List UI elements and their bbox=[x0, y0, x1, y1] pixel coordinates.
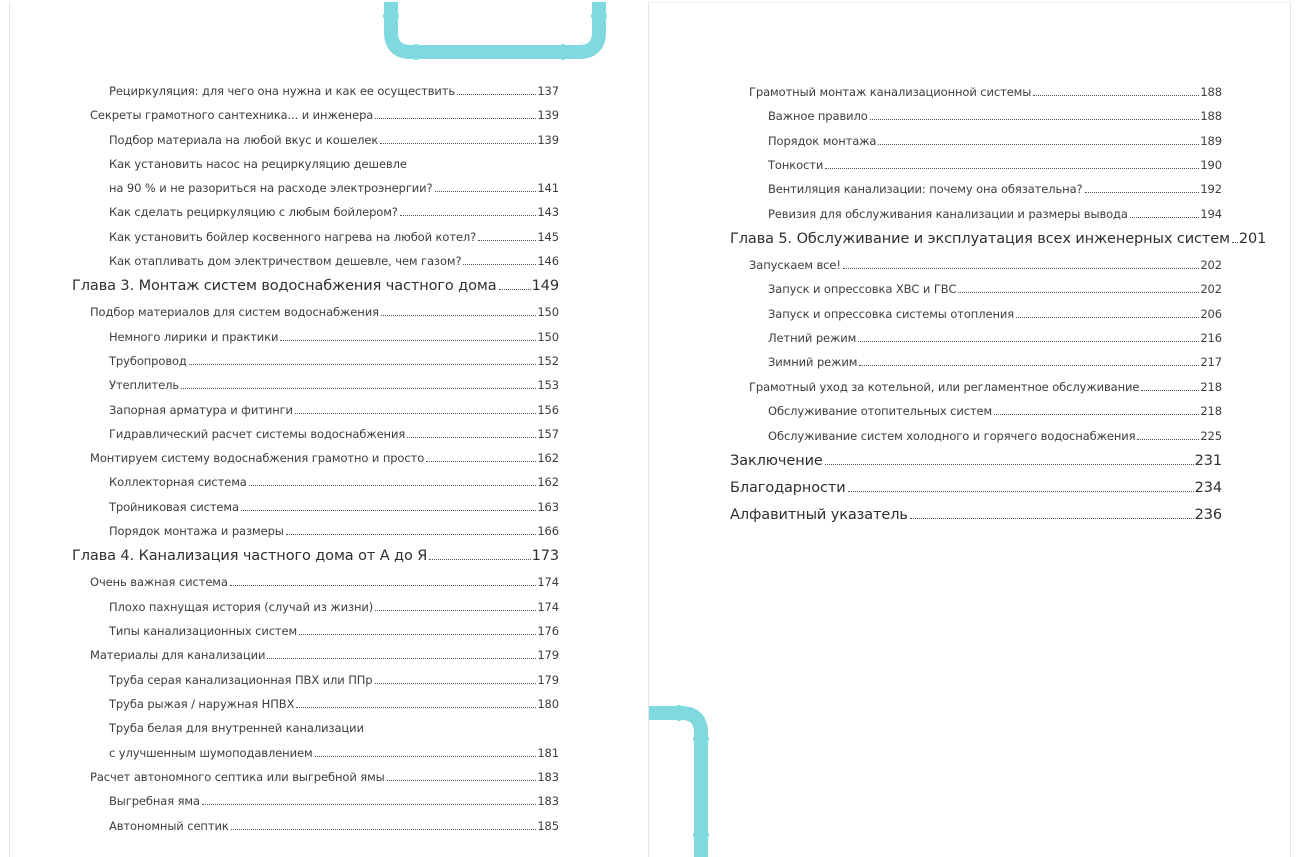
toc-entry bbox=[109, 427, 559, 441]
dot-leader bbox=[1085, 192, 1200, 193]
top-pipe-decoration bbox=[10, 2, 649, 82]
dot-leader bbox=[231, 829, 537, 830]
dot-leader bbox=[249, 485, 537, 486]
dot-leader bbox=[429, 559, 530, 560]
dot-leader bbox=[295, 413, 536, 414]
toc-entry-page-number: 183 bbox=[537, 794, 559, 808]
toc-entry-page-number: 190 bbox=[1200, 158, 1222, 172]
toc-entry-title: Зимний режим bbox=[768, 355, 858, 369]
toc-entry-title: Грамотный уход за котельной, или регламентное обслуживание bbox=[749, 380, 1140, 394]
toc-entry bbox=[768, 355, 1222, 369]
toc-entry-title: Очень важная система bbox=[90, 575, 228, 589]
toc-entry-title: Заключение bbox=[730, 453, 823, 469]
dot-leader bbox=[825, 168, 1199, 169]
dot-leader bbox=[387, 780, 537, 781]
toc-entry-title: Как сделать рециркуляцию с любым бойлером? bbox=[109, 205, 398, 219]
toc-entry-page-number: 162 bbox=[537, 475, 559, 489]
toc-entry-page-number: 137 bbox=[537, 84, 559, 98]
toc-entry-page-number: 183 bbox=[537, 770, 559, 784]
toc-entry-page-number: 149 bbox=[531, 278, 559, 294]
toc-entry bbox=[109, 157, 407, 171]
toc-entry-title: Важное правило bbox=[768, 109, 868, 123]
toc-entry bbox=[730, 453, 1222, 469]
toc-entry-title: Выгребная яма bbox=[109, 794, 200, 808]
toc-entry-page-number: 152 bbox=[537, 354, 559, 368]
toc-entry bbox=[768, 282, 1222, 296]
toc-entry bbox=[90, 770, 559, 784]
toc-entry bbox=[72, 278, 559, 294]
dot-leader bbox=[381, 315, 536, 316]
toc-entry-title: Ревизия для обслуживания канализации и размеры вывода bbox=[768, 207, 1128, 221]
toc-entry bbox=[109, 721, 364, 735]
toc-entry bbox=[749, 258, 1222, 272]
toc-entry-page-number: 202 bbox=[1200, 282, 1222, 296]
toc-entry-title: Тонкости bbox=[768, 158, 824, 172]
toc-entry-title: Глава 3. Монтаж систем водоснабжения частного дома bbox=[72, 278, 497, 294]
dot-leader bbox=[189, 364, 537, 365]
toc-entry bbox=[109, 500, 559, 514]
toc-entry-title: Как установить бойлер косвенного нагрева на любой котел? bbox=[109, 230, 477, 244]
toc-entry-page-number: 150 bbox=[537, 305, 559, 319]
dot-leader bbox=[1033, 95, 1199, 96]
toc-entry-title: Труба белая для внутренней канализации bbox=[109, 721, 364, 735]
toc-entry-title: Запускаем все! bbox=[749, 258, 841, 272]
dot-leader bbox=[825, 464, 1194, 465]
toc-entry-page-number: 179 bbox=[537, 648, 559, 662]
toc-entry bbox=[109, 230, 559, 244]
dot-leader bbox=[241, 510, 536, 511]
dot-leader bbox=[958, 292, 1199, 293]
toc-entry-page-number: 139 bbox=[537, 108, 559, 122]
toc-entry-page-number: 192 bbox=[1200, 182, 1222, 196]
toc-entry bbox=[768, 182, 1222, 196]
bottom-pipe-decoration bbox=[649, 693, 729, 857]
dot-leader bbox=[843, 268, 1199, 269]
toc-entry bbox=[109, 330, 559, 344]
toc-entry bbox=[109, 378, 559, 392]
toc-entry-title: Плохо пахнущая история (случай из жизни) bbox=[109, 600, 374, 614]
toc-entry-title: Материалы для канализации bbox=[90, 648, 266, 662]
dot-leader bbox=[858, 341, 1199, 342]
dot-leader bbox=[296, 707, 536, 708]
toc-entry-title: Как установить насос на рециркуляцию дешевле bbox=[109, 157, 407, 171]
toc-entry-title: Порядок монтажа и размеры bbox=[109, 524, 284, 538]
dot-leader bbox=[457, 94, 536, 95]
dot-leader bbox=[435, 191, 537, 192]
toc-entry-page-number: 139 bbox=[537, 133, 559, 147]
toc-entry bbox=[768, 109, 1222, 123]
toc-entry bbox=[768, 134, 1222, 148]
toc-entry-title: Запуск и опрессовка ХВС и ГВС bbox=[768, 282, 957, 296]
toc-entry-title: Труба серая канализационная ПВХ или ППр bbox=[109, 673, 373, 687]
toc-entry bbox=[730, 231, 1267, 247]
toc-entry-page-number: 194 bbox=[1200, 207, 1222, 221]
toc-entry bbox=[109, 624, 559, 638]
toc-entry-page-number: 236 bbox=[1194, 507, 1222, 523]
toc-entry-page-number: 145 bbox=[537, 230, 559, 244]
toc-entry bbox=[90, 305, 559, 319]
toc-entry-title: Типы канализационных систем bbox=[109, 624, 298, 638]
toc-entry-title: Рециркуляция: для чего она нужна и как ее осуществить bbox=[109, 84, 456, 98]
toc-entry-title: Секреты грамотного сантехника... и инженера bbox=[90, 108, 374, 122]
toc-entry bbox=[90, 648, 559, 662]
dot-leader bbox=[202, 804, 536, 805]
toc-entry bbox=[109, 524, 559, 538]
toc-entry bbox=[109, 746, 559, 760]
dot-leader bbox=[315, 756, 537, 757]
toc-entry-title: Запуск и опрессовка системы отопления bbox=[768, 307, 1015, 321]
toc-entry-title: с улучшенным шумоподавлением bbox=[109, 746, 313, 760]
toc-entry bbox=[90, 451, 559, 465]
dot-leader bbox=[848, 491, 1194, 492]
toc-entry-page-number: 163 bbox=[537, 500, 559, 514]
toc-entry bbox=[768, 307, 1222, 321]
toc-entry-title: Подбор материала на любой вкус и кошелек bbox=[109, 133, 379, 147]
toc-entry bbox=[90, 108, 559, 122]
toc-entry-page-number: 157 bbox=[537, 427, 559, 441]
toc-entry-page-number: 188 bbox=[1200, 109, 1222, 123]
toc-entry-title: Немного лирики и практики bbox=[109, 330, 279, 344]
toc-entry-page-number: 217 bbox=[1200, 355, 1222, 369]
toc-entry-page-number: 181 bbox=[537, 746, 559, 760]
dot-leader bbox=[181, 388, 536, 389]
toc-entry bbox=[90, 575, 559, 589]
toc-entry-page-number: 176 bbox=[537, 624, 559, 638]
toc-entry-page-number: 189 bbox=[1200, 134, 1222, 148]
dot-leader bbox=[267, 658, 536, 659]
toc-entry-page-number: 180 bbox=[537, 697, 559, 711]
dot-leader bbox=[994, 414, 1199, 415]
toc-entry bbox=[768, 331, 1222, 345]
toc-entry-title: Коллекторная система bbox=[109, 475, 247, 489]
toc-entry-title: Расчет автономного септика или выгребной ямы bbox=[90, 770, 385, 784]
toc-entry-title: Гидравлический расчет системы водоснабжения bbox=[109, 427, 406, 441]
toc-entry-page-number: 141 bbox=[537, 181, 559, 195]
toc-entry-title: Трубопровод bbox=[109, 354, 187, 368]
toc-entry-title: Грамотный монтаж канализационной системы bbox=[749, 85, 1032, 99]
toc-entry-page-number: 188 bbox=[1200, 85, 1222, 99]
toc-entry bbox=[109, 181, 559, 195]
toc-entry-title: Утеплитель bbox=[109, 378, 180, 392]
toc-entry bbox=[109, 600, 559, 614]
dot-leader bbox=[859, 365, 1199, 366]
dot-leader bbox=[286, 534, 537, 535]
toc-entry-page-number: 225 bbox=[1200, 429, 1222, 443]
dot-leader bbox=[375, 118, 536, 119]
dot-leader bbox=[230, 585, 537, 586]
toc-entry-title: Благодарности bbox=[730, 480, 846, 496]
toc-entry bbox=[109, 84, 559, 98]
toc-entry-page-number: 174 bbox=[537, 575, 559, 589]
toc-entry bbox=[768, 207, 1222, 221]
toc-entry bbox=[109, 354, 559, 368]
toc-entry bbox=[730, 507, 1222, 523]
toc-entry-title: Глава 5. Обслуживание и эксплуатация всех инженерных систем bbox=[730, 231, 1230, 247]
dot-leader bbox=[878, 144, 1199, 145]
dot-leader bbox=[463, 264, 536, 265]
dot-leader bbox=[1232, 242, 1238, 243]
toc-entry-page-number: 179 bbox=[537, 673, 559, 687]
dot-leader bbox=[407, 437, 536, 438]
dot-leader bbox=[375, 683, 537, 684]
dot-leader bbox=[426, 461, 536, 462]
dot-leader bbox=[1141, 390, 1199, 391]
dot-leader bbox=[280, 340, 536, 341]
toc-entry-title: Обслуживание систем холодного и горячего водоснабжения bbox=[768, 429, 1136, 443]
dot-leader bbox=[400, 215, 537, 216]
toc-entry-page-number: 185 bbox=[537, 819, 559, 833]
toc-entry-page-number: 153 bbox=[537, 378, 559, 392]
dot-leader bbox=[870, 119, 1200, 120]
toc-entry-page-number: 150 bbox=[537, 330, 559, 344]
dot-leader bbox=[1016, 317, 1199, 318]
toc-entry-title: Летний режим bbox=[768, 331, 857, 345]
toc-entry-page-number: 202 bbox=[1200, 258, 1222, 272]
toc-entry-title: Как отапливать дом электричеством дешевле, чем газом? bbox=[109, 254, 462, 268]
dot-leader bbox=[910, 518, 1194, 519]
dot-leader bbox=[1137, 439, 1199, 440]
toc-entry bbox=[109, 254, 559, 268]
dot-leader bbox=[375, 610, 536, 611]
toc-entry bbox=[109, 403, 559, 417]
toc-entry-title: Запорная арматура и фитинги bbox=[109, 403, 293, 417]
toc-entry-title: Обслуживание отопительных систем bbox=[768, 404, 993, 418]
toc-entry-title: Вентиляция канализации: почему она обязательна? bbox=[768, 182, 1083, 196]
dot-leader bbox=[380, 143, 536, 144]
toc-entry bbox=[109, 673, 559, 687]
toc-entry-title: Монтируем систему водоснабжения грамотно и просто bbox=[90, 451, 425, 465]
toc-entry-page-number: 201 bbox=[1238, 231, 1267, 247]
toc-entry bbox=[109, 697, 559, 711]
toc-entry bbox=[109, 794, 559, 808]
toc-entry-title: Подбор материалов для систем водоснабжения bbox=[90, 305, 379, 319]
toc-entry-page-number: 231 bbox=[1194, 453, 1222, 469]
toc-entry-title: на 90 % и не разориться на расходе электроэнергии? bbox=[109, 181, 433, 195]
toc-entry-page-number: 218 bbox=[1200, 404, 1222, 418]
toc-entry-title: Порядок монтажа bbox=[768, 134, 877, 148]
toc-entry bbox=[72, 548, 559, 564]
toc-entry-page-number: 166 bbox=[537, 524, 559, 538]
toc-entry-page-number: 143 bbox=[537, 205, 559, 219]
toc-entry bbox=[109, 205, 559, 219]
toc-entry-page-number: 146 bbox=[537, 254, 559, 268]
toc-entry bbox=[109, 133, 559, 147]
dot-leader bbox=[499, 289, 531, 290]
toc-entry-page-number: 174 bbox=[537, 600, 559, 614]
right-page bbox=[649, 2, 1291, 857]
dot-leader bbox=[1130, 217, 1199, 218]
toc-entry bbox=[109, 475, 559, 489]
toc-entry bbox=[749, 85, 1222, 99]
toc-entry-page-number: 216 bbox=[1200, 331, 1222, 345]
toc-entry-title: Глава 4. Канализация частного дома от А до Я bbox=[72, 548, 428, 564]
toc-entry bbox=[768, 158, 1222, 172]
dot-leader bbox=[299, 634, 536, 635]
toc-entry-title: Тройниковая система bbox=[109, 500, 239, 514]
toc-entry-page-number: 162 bbox=[537, 451, 559, 465]
toc-entry-title: Труба рыжая / наружная НПВХ bbox=[109, 697, 295, 711]
toc-entry bbox=[768, 404, 1222, 418]
toc-entry bbox=[109, 819, 559, 833]
toc-entry-page-number: 218 bbox=[1200, 380, 1222, 394]
toc-entry-page-number: 173 bbox=[531, 548, 559, 564]
toc-entry bbox=[768, 429, 1222, 443]
toc-entry-page-number: 234 bbox=[1194, 480, 1222, 496]
toc-entry-title: Автономный септик bbox=[109, 819, 229, 833]
toc-entry-page-number: 156 bbox=[537, 403, 559, 417]
toc-entry-title: Алфавитный указатель bbox=[730, 507, 908, 523]
dot-leader bbox=[478, 240, 536, 241]
toc-entry-page-number: 206 bbox=[1200, 307, 1222, 321]
toc-entry bbox=[749, 380, 1222, 394]
left-page bbox=[9, 2, 649, 857]
toc-entry bbox=[730, 480, 1222, 496]
